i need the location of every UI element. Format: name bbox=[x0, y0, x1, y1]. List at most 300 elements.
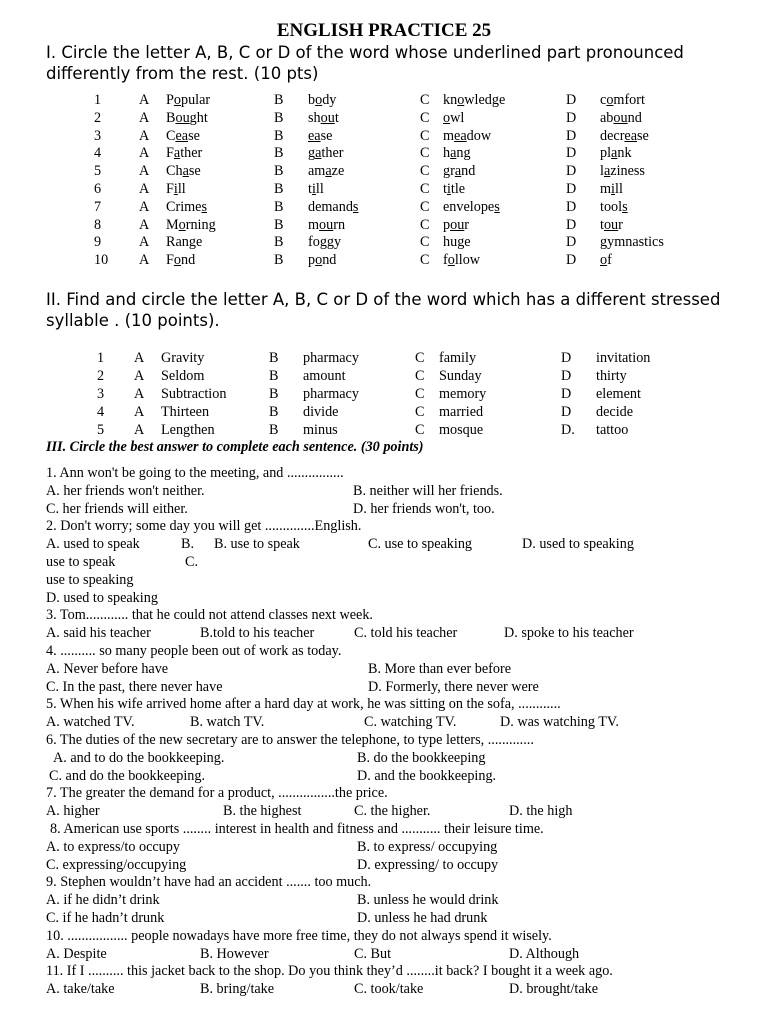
question-text[interactable]: D. used to speaking bbox=[46, 589, 158, 606]
question-text[interactable]: B. unless he would drink bbox=[357, 892, 499, 909]
word-prefix: p bbox=[308, 252, 316, 269]
option-letter: D bbox=[566, 127, 577, 144]
word-suffix: nd bbox=[322, 252, 337, 269]
option-word-d[interactable] bbox=[600, 234, 664, 252]
option-letter: A bbox=[134, 404, 145, 420]
word-suffix: nd bbox=[627, 109, 642, 126]
question-text[interactable]: 3. Tom............ that he could not attend classes next week. bbox=[46, 607, 373, 624]
word-prefix: l bbox=[600, 163, 604, 180]
question-text[interactable]: B. bbox=[181, 536, 195, 553]
word-suffix: se bbox=[188, 127, 200, 144]
option-word-b[interactable] bbox=[308, 128, 332, 146]
option-word-d[interactable] bbox=[600, 92, 645, 110]
option-word-c[interactable]: family bbox=[439, 350, 477, 366]
option-letter: D bbox=[566, 180, 577, 197]
question-number: 7 bbox=[94, 198, 102, 215]
question-text[interactable]: B. However bbox=[200, 945, 269, 962]
underlined-part: a bbox=[611, 145, 618, 162]
question-text[interactable]: A. take/take bbox=[46, 981, 115, 998]
question-text[interactable]: A. Never before have bbox=[46, 660, 169, 677]
option-word-c[interactable] bbox=[443, 128, 491, 146]
option-letter: D bbox=[561, 404, 572, 420]
option-letter: B bbox=[269, 386, 279, 402]
option-letter: A bbox=[139, 180, 150, 197]
question-number: 6 bbox=[94, 180, 102, 197]
question-text[interactable]: D. the high bbox=[509, 803, 573, 820]
option-word-a[interactable]: Gravity bbox=[161, 350, 205, 366]
word-suffix: ll bbox=[615, 180, 623, 197]
underlined-part: i bbox=[611, 180, 615, 197]
option-letter: B bbox=[274, 163, 284, 180]
option-word-b[interactable] bbox=[308, 163, 344, 181]
question-line bbox=[46, 714, 746, 732]
option-word-c[interactable]: memory bbox=[439, 386, 487, 402]
question-text[interactable]: B. to express/ occupying bbox=[357, 838, 498, 855]
question-text[interactable]: 6. The duties of the new secretary are to answer the telephone, to type letters, ............. bbox=[46, 731, 534, 748]
question-text[interactable]: C. if he hadn’t drunk bbox=[46, 909, 165, 926]
option-letter: A bbox=[139, 145, 150, 162]
question-line bbox=[46, 892, 746, 910]
word-prefix: m bbox=[308, 216, 320, 233]
option-letter: A bbox=[139, 163, 150, 180]
underlined-part: ou bbox=[603, 216, 619, 233]
word-suffix: e bbox=[464, 234, 471, 251]
page-title: ENGLISH PRACTICE 25 bbox=[276, 20, 492, 41]
question-line bbox=[46, 554, 746, 572]
option-letter: A bbox=[134, 386, 145, 402]
option-letter: C bbox=[420, 234, 430, 251]
underlined-part: ou bbox=[175, 109, 190, 126]
question-text[interactable]: D. and the bookkeeping. bbox=[357, 767, 497, 784]
question-text[interactable]: B. do the bookkeeping bbox=[357, 749, 486, 766]
word-prefix: P bbox=[166, 92, 174, 108]
question-number: 9 bbox=[94, 234, 102, 251]
option-word-d[interactable] bbox=[600, 128, 649, 146]
option-word-a[interactable] bbox=[166, 234, 202, 252]
question-number: 5 bbox=[94, 163, 102, 180]
question-number: 2 bbox=[94, 109, 102, 126]
question-text[interactable]: C. bbox=[185, 553, 199, 570]
question-line bbox=[46, 465, 746, 483]
word-prefix: c bbox=[600, 92, 607, 108]
question-line bbox=[46, 963, 746, 981]
question-text[interactable]: C. expressing/occupying bbox=[46, 856, 187, 873]
question-line bbox=[46, 483, 746, 501]
word-suffix: se bbox=[320, 127, 333, 144]
option-letter: B bbox=[274, 180, 284, 197]
question-text[interactable]: A. higher bbox=[46, 803, 100, 820]
question-line bbox=[46, 821, 746, 839]
option-word-d[interactable] bbox=[600, 217, 623, 235]
option-word-b[interactable] bbox=[308, 217, 345, 235]
question-text[interactable]: B. More than ever before bbox=[368, 660, 511, 677]
option-word-b[interactable] bbox=[308, 252, 336, 270]
underlined-part: i bbox=[446, 180, 451, 197]
underlined-part: g bbox=[188, 234, 196, 251]
underlined-part: i bbox=[173, 180, 178, 197]
option-letter: C bbox=[415, 404, 425, 420]
underlined-part: ea bbox=[308, 127, 321, 144]
option-word-b[interactable] bbox=[308, 110, 339, 128]
option-letter: B bbox=[269, 404, 279, 420]
question-line bbox=[46, 518, 746, 536]
question-text[interactable]: use to speak bbox=[46, 553, 116, 570]
question-number: 8 bbox=[94, 216, 102, 233]
option-letter: C bbox=[415, 368, 425, 384]
word-prefix: am bbox=[308, 163, 326, 180]
question-line bbox=[46, 661, 746, 679]
option-word-c[interactable] bbox=[443, 145, 471, 163]
option-word-b[interactable]: pharmacy bbox=[303, 350, 359, 366]
word-prefix: ab bbox=[600, 109, 614, 126]
question-text[interactable]: C. use to speaking bbox=[368, 536, 473, 553]
word-suffix: se bbox=[188, 163, 201, 180]
option-letter: C bbox=[420, 92, 430, 108]
option-letter: C bbox=[420, 127, 430, 144]
option-letter: B bbox=[274, 198, 284, 215]
word-prefix: g bbox=[308, 145, 316, 162]
option-word-c[interactable] bbox=[443, 234, 471, 252]
word-prefix: p bbox=[443, 216, 451, 233]
option-letter: D bbox=[566, 252, 577, 269]
option-letter: A bbox=[139, 234, 150, 251]
option-word-c[interactable] bbox=[443, 217, 469, 235]
option-letter: C bbox=[420, 252, 430, 269]
question-text[interactable]: D. brought/take bbox=[509, 981, 599, 998]
question-line bbox=[46, 928, 746, 946]
word-suffix: ze bbox=[331, 163, 345, 180]
question-text[interactable]: D. Formerly, there never were bbox=[368, 678, 539, 695]
word-suffix: llow bbox=[454, 252, 481, 269]
underlined-part: gg bbox=[319, 234, 335, 251]
word-suffix: dow bbox=[466, 127, 492, 144]
question-text[interactable]: B. use to speak bbox=[214, 536, 300, 553]
option-letter: C bbox=[420, 145, 430, 162]
option-letter: B bbox=[274, 216, 284, 233]
question-number: 2 bbox=[97, 368, 105, 384]
option-word-c[interactable]: Sunday bbox=[439, 368, 482, 384]
word-prefix: kn bbox=[443, 92, 458, 108]
question-number: 4 bbox=[94, 145, 102, 162]
option-word-d[interactable] bbox=[600, 110, 642, 128]
underlined-part: o bbox=[443, 109, 451, 126]
underlined-part: a bbox=[173, 145, 181, 162]
option-word-b[interactable] bbox=[308, 234, 341, 252]
word-prefix: hu bbox=[443, 234, 458, 251]
question-text[interactable]: A. her friends won't neither. bbox=[46, 482, 205, 499]
question-line bbox=[46, 501, 746, 519]
question-line bbox=[46, 732, 746, 750]
option-word-c[interactable] bbox=[443, 252, 480, 270]
question-line bbox=[46, 874, 746, 892]
option-letter: D. bbox=[561, 422, 575, 438]
option-word-c[interactable]: mosque bbox=[439, 422, 484, 438]
underlined-part: o bbox=[315, 92, 323, 108]
option-word-b[interactable]: amount bbox=[303, 368, 346, 384]
question-text[interactable]: D. was watching TV. bbox=[500, 714, 619, 731]
question-text[interactable]: C. But bbox=[354, 945, 392, 962]
question-number: 10 bbox=[94, 252, 109, 269]
question-text[interactable]: B. bring/take bbox=[200, 981, 275, 998]
word-prefix: F bbox=[166, 180, 174, 197]
option-letter: A bbox=[134, 422, 145, 438]
underlined-part: ou bbox=[613, 109, 628, 126]
word-suffix: ther bbox=[180, 145, 203, 162]
question-line bbox=[46, 572, 746, 590]
question-text[interactable]: A. if he didn’t drink bbox=[46, 892, 160, 909]
question-text[interactable]: 1. Ann won't be going to the meeting, and ................ bbox=[46, 465, 344, 481]
question-line bbox=[46, 910, 746, 928]
question-text[interactable]: D. expressing/ to occupy bbox=[357, 856, 499, 873]
option-word-a[interactable] bbox=[166, 92, 210, 110]
option-word-d[interactable] bbox=[600, 181, 623, 199]
word-suffix: mfort bbox=[613, 92, 645, 108]
word-prefix: gr bbox=[443, 163, 455, 180]
question-text[interactable]: 4. .......... so many people been out of work as today. bbox=[46, 642, 342, 659]
question-text[interactable]: A. used to speak bbox=[46, 536, 140, 553]
word-prefix: envelope bbox=[443, 198, 495, 215]
question-text[interactable]: A. said his teacher bbox=[46, 625, 151, 642]
question-number: 4 bbox=[97, 404, 105, 420]
word-prefix: sh bbox=[308, 109, 321, 126]
underlined-part: s bbox=[201, 198, 207, 215]
question-line bbox=[46, 625, 746, 643]
option-word-b[interactable]: pharmacy bbox=[303, 386, 359, 402]
question-line bbox=[46, 768, 746, 786]
question-text[interactable]: B. the highest bbox=[223, 803, 302, 820]
option-letter: B bbox=[274, 92, 284, 108]
word-prefix: demand bbox=[308, 198, 353, 215]
underlined-part: s bbox=[622, 198, 628, 215]
underlined-part: s bbox=[494, 198, 500, 215]
option-letter: D bbox=[566, 234, 577, 251]
option-word-a[interactable]: Lengthen bbox=[161, 422, 215, 438]
option-letter: A bbox=[139, 109, 150, 126]
question-number: 3 bbox=[97, 386, 105, 402]
word-suffix: ziness bbox=[610, 163, 645, 180]
question-line bbox=[46, 946, 746, 964]
underlined-part: ou bbox=[320, 109, 335, 126]
option-letter: C bbox=[420, 109, 430, 126]
underlined-part: ea bbox=[624, 127, 638, 144]
question-text[interactable]: C. the higher. bbox=[354, 803, 431, 820]
option-word-c[interactable] bbox=[443, 181, 465, 199]
underlined-part: o bbox=[447, 252, 455, 269]
option-letter: A bbox=[139, 216, 150, 233]
underlined-part: o bbox=[457, 92, 465, 108]
option-letter: A bbox=[139, 252, 150, 269]
option-letter: D bbox=[566, 109, 577, 126]
section-3-instructions: III. Circle the best answer to complete each sentence. (30 points) bbox=[46, 439, 424, 455]
underlined-part: ea bbox=[454, 127, 467, 144]
underlined-part: a bbox=[450, 145, 457, 162]
option-word-c[interactable]: married bbox=[439, 404, 484, 420]
underlined-part: o bbox=[178, 216, 186, 233]
option-letter: C bbox=[420, 198, 430, 215]
question-text[interactable]: 7. The greater the demand for a product, ................the price. bbox=[46, 785, 388, 802]
option-letter: A bbox=[139, 92, 150, 108]
option-word-a[interactable] bbox=[166, 145, 202, 163]
option-word-d[interactable]: invitation bbox=[596, 350, 651, 366]
question-text[interactable]: C. took/take bbox=[354, 981, 424, 998]
option-letter: D bbox=[561, 350, 572, 366]
underlined-part: a bbox=[315, 145, 322, 162]
underlined-part: s bbox=[352, 198, 359, 215]
option-word-a[interactable]: Seldom bbox=[161, 368, 205, 384]
question-text[interactable]: D. her friends won't, too. bbox=[353, 500, 495, 517]
question-line bbox=[46, 679, 746, 697]
word-prefix: M bbox=[166, 216, 179, 233]
question-line bbox=[46, 803, 746, 821]
question-text[interactable]: B. neither will her friends. bbox=[353, 482, 503, 499]
word-suffix: dy bbox=[322, 92, 337, 108]
option-word-b[interactable] bbox=[308, 181, 324, 199]
option-word-c[interactable] bbox=[443, 92, 505, 110]
question-text[interactable]: 11. If I .......... this jacket back to the shop. Do you think they’d ........it back? I bought it a week ago. bbox=[46, 963, 613, 980]
word-suffix: nd bbox=[461, 163, 476, 180]
question-text[interactable]: A. watched TV. bbox=[46, 714, 135, 731]
question-text[interactable]: use to speaking bbox=[46, 571, 134, 588]
option-letter: B bbox=[274, 109, 284, 126]
option-letter: A bbox=[139, 127, 150, 144]
question-text[interactable]: 8. American use sports ........ interest in health and fitness and ........... their leisure time. bbox=[50, 820, 544, 837]
underlined-part: g bbox=[457, 234, 465, 251]
question-text[interactable]: 10. ................. people nowadays have more free time, they do not always spend it wisely. bbox=[46, 927, 552, 944]
question-text[interactable]: A. to express/to occupy bbox=[46, 838, 180, 855]
word-prefix: h bbox=[443, 145, 451, 162]
underlined-part: ea bbox=[175, 127, 189, 144]
section-2-instructions: II. Find and circle the letter A, B, C or D of the word which has a different stressed syllable . (10 points). bbox=[46, 290, 721, 330]
option-word-b[interactable]: divide bbox=[303, 404, 339, 420]
word-prefix: m bbox=[443, 127, 455, 144]
option-letter: D bbox=[566, 198, 577, 215]
option-word-d[interactable]: element bbox=[596, 386, 641, 402]
option-word-a[interactable] bbox=[166, 163, 201, 181]
question-text[interactable]: B. watch TV. bbox=[190, 714, 265, 731]
option-word-d[interactable]: thirty bbox=[596, 368, 627, 384]
option-letter: D bbox=[566, 92, 577, 108]
word-suffix: e bbox=[195, 234, 203, 251]
question-text[interactable]: C. In the past, there never have bbox=[46, 678, 223, 695]
word-prefix: t bbox=[443, 180, 447, 197]
option-word-a[interactable] bbox=[166, 181, 186, 199]
option-word-c[interactable] bbox=[443, 163, 475, 181]
word-suffix: ng bbox=[456, 145, 471, 162]
option-word-b[interactable] bbox=[308, 145, 343, 163]
question-text[interactable]: C. told his teacher bbox=[354, 625, 458, 642]
word-prefix: decr bbox=[600, 127, 625, 144]
option-letter: D bbox=[566, 216, 577, 233]
option-letter: B bbox=[269, 368, 279, 384]
word-suffix: se bbox=[637, 127, 649, 144]
question-line bbox=[46, 785, 746, 803]
question-text[interactable]: B.told to his teacher bbox=[200, 625, 315, 642]
question-line bbox=[46, 981, 746, 999]
word-suffix: ll bbox=[315, 180, 324, 197]
option-letter: A bbox=[139, 198, 150, 215]
question-text[interactable]: 5. When his wife arrived home after a hard day at work, he was sitting on the sofa, ............ bbox=[46, 696, 561, 713]
option-letter: D bbox=[561, 386, 572, 402]
word-suffix: rn bbox=[333, 216, 346, 233]
question-line bbox=[46, 696, 746, 714]
question-text[interactable]: 2. Don't worry; some day you will get ..............English. bbox=[46, 518, 362, 535]
word-suffix: ymnastics bbox=[607, 234, 664, 251]
option-word-b[interactable]: minus bbox=[303, 422, 338, 438]
underlined-part: o bbox=[173, 252, 181, 269]
question-number: 1 bbox=[97, 350, 105, 366]
word-suffix: ll bbox=[177, 180, 186, 197]
question-number: 5 bbox=[97, 422, 105, 438]
word-prefix: f bbox=[443, 252, 448, 269]
option-word-b[interactable] bbox=[308, 199, 358, 217]
word-prefix: Ch bbox=[166, 163, 183, 180]
question-text[interactable]: C. watching TV. bbox=[364, 714, 457, 731]
option-word-c[interactable] bbox=[443, 199, 500, 217]
option-word-d[interactable] bbox=[600, 163, 645, 181]
option-letter: C bbox=[415, 386, 425, 402]
underlined-part: a bbox=[325, 163, 332, 180]
underlined-part: o bbox=[173, 92, 181, 108]
question-line bbox=[46, 839, 746, 857]
word-suffix: rning bbox=[185, 216, 216, 233]
word-prefix: C bbox=[166, 127, 176, 144]
question-text[interactable]: D. used to speaking bbox=[522, 536, 634, 553]
question-text[interactable]: C. her friends will either. bbox=[46, 500, 188, 517]
question-text[interactable]: D. Although bbox=[509, 945, 580, 962]
option-word-a[interactable]: Subtraction bbox=[161, 386, 227, 402]
option-letter: D bbox=[566, 145, 577, 162]
question-text[interactable]: 9. Stephen wouldn’t have had an accident ....... too much. bbox=[46, 874, 372, 891]
option-letter: B bbox=[269, 350, 279, 366]
option-letter: B bbox=[274, 252, 284, 269]
option-word-a[interactable] bbox=[166, 252, 195, 270]
question-text[interactable]: D. spoke to his teacher bbox=[504, 625, 634, 642]
question-text[interactable]: D. unless he had drunk bbox=[357, 909, 488, 926]
option-letter: C bbox=[415, 350, 425, 366]
option-word-a[interactable] bbox=[166, 128, 200, 146]
option-word-a[interactable] bbox=[166, 217, 216, 235]
option-letter: C bbox=[415, 422, 425, 438]
question-text[interactable]: A. and to do the bookkeeping. bbox=[53, 749, 225, 766]
option-word-d[interactable]: tattoo bbox=[596, 422, 629, 438]
option-word-a[interactable] bbox=[166, 199, 207, 217]
question-text[interactable]: C. and do the bookkeeping. bbox=[49, 767, 206, 784]
option-word-d[interactable] bbox=[600, 199, 628, 217]
underlined-part: i bbox=[311, 180, 316, 197]
option-word-a[interactable]: Thirteen bbox=[161, 404, 210, 420]
option-word-b[interactable] bbox=[308, 92, 336, 110]
question-text[interactable]: A. Despite bbox=[46, 945, 107, 962]
option-word-c[interactable] bbox=[443, 110, 464, 128]
word-suffix: nd bbox=[180, 252, 196, 269]
word-suffix: tle bbox=[450, 180, 466, 197]
word-suffix: f bbox=[607, 252, 612, 269]
option-word-a[interactable] bbox=[166, 110, 208, 128]
word-prefix: m bbox=[600, 180, 612, 197]
option-word-d[interactable] bbox=[600, 145, 632, 163]
word-prefix: Ran bbox=[166, 234, 189, 251]
underlined-part: o bbox=[606, 92, 614, 108]
option-word-d[interactable] bbox=[600, 252, 612, 270]
word-suffix: t bbox=[334, 109, 339, 126]
option-letter: B bbox=[274, 145, 284, 162]
option-letter: B bbox=[269, 422, 279, 438]
question-line bbox=[46, 536, 746, 554]
word-prefix: Crime bbox=[166, 198, 202, 215]
option-word-d[interactable]: decide bbox=[596, 404, 634, 420]
question-number: 1 bbox=[94, 92, 102, 108]
option-letter: A bbox=[134, 368, 145, 384]
